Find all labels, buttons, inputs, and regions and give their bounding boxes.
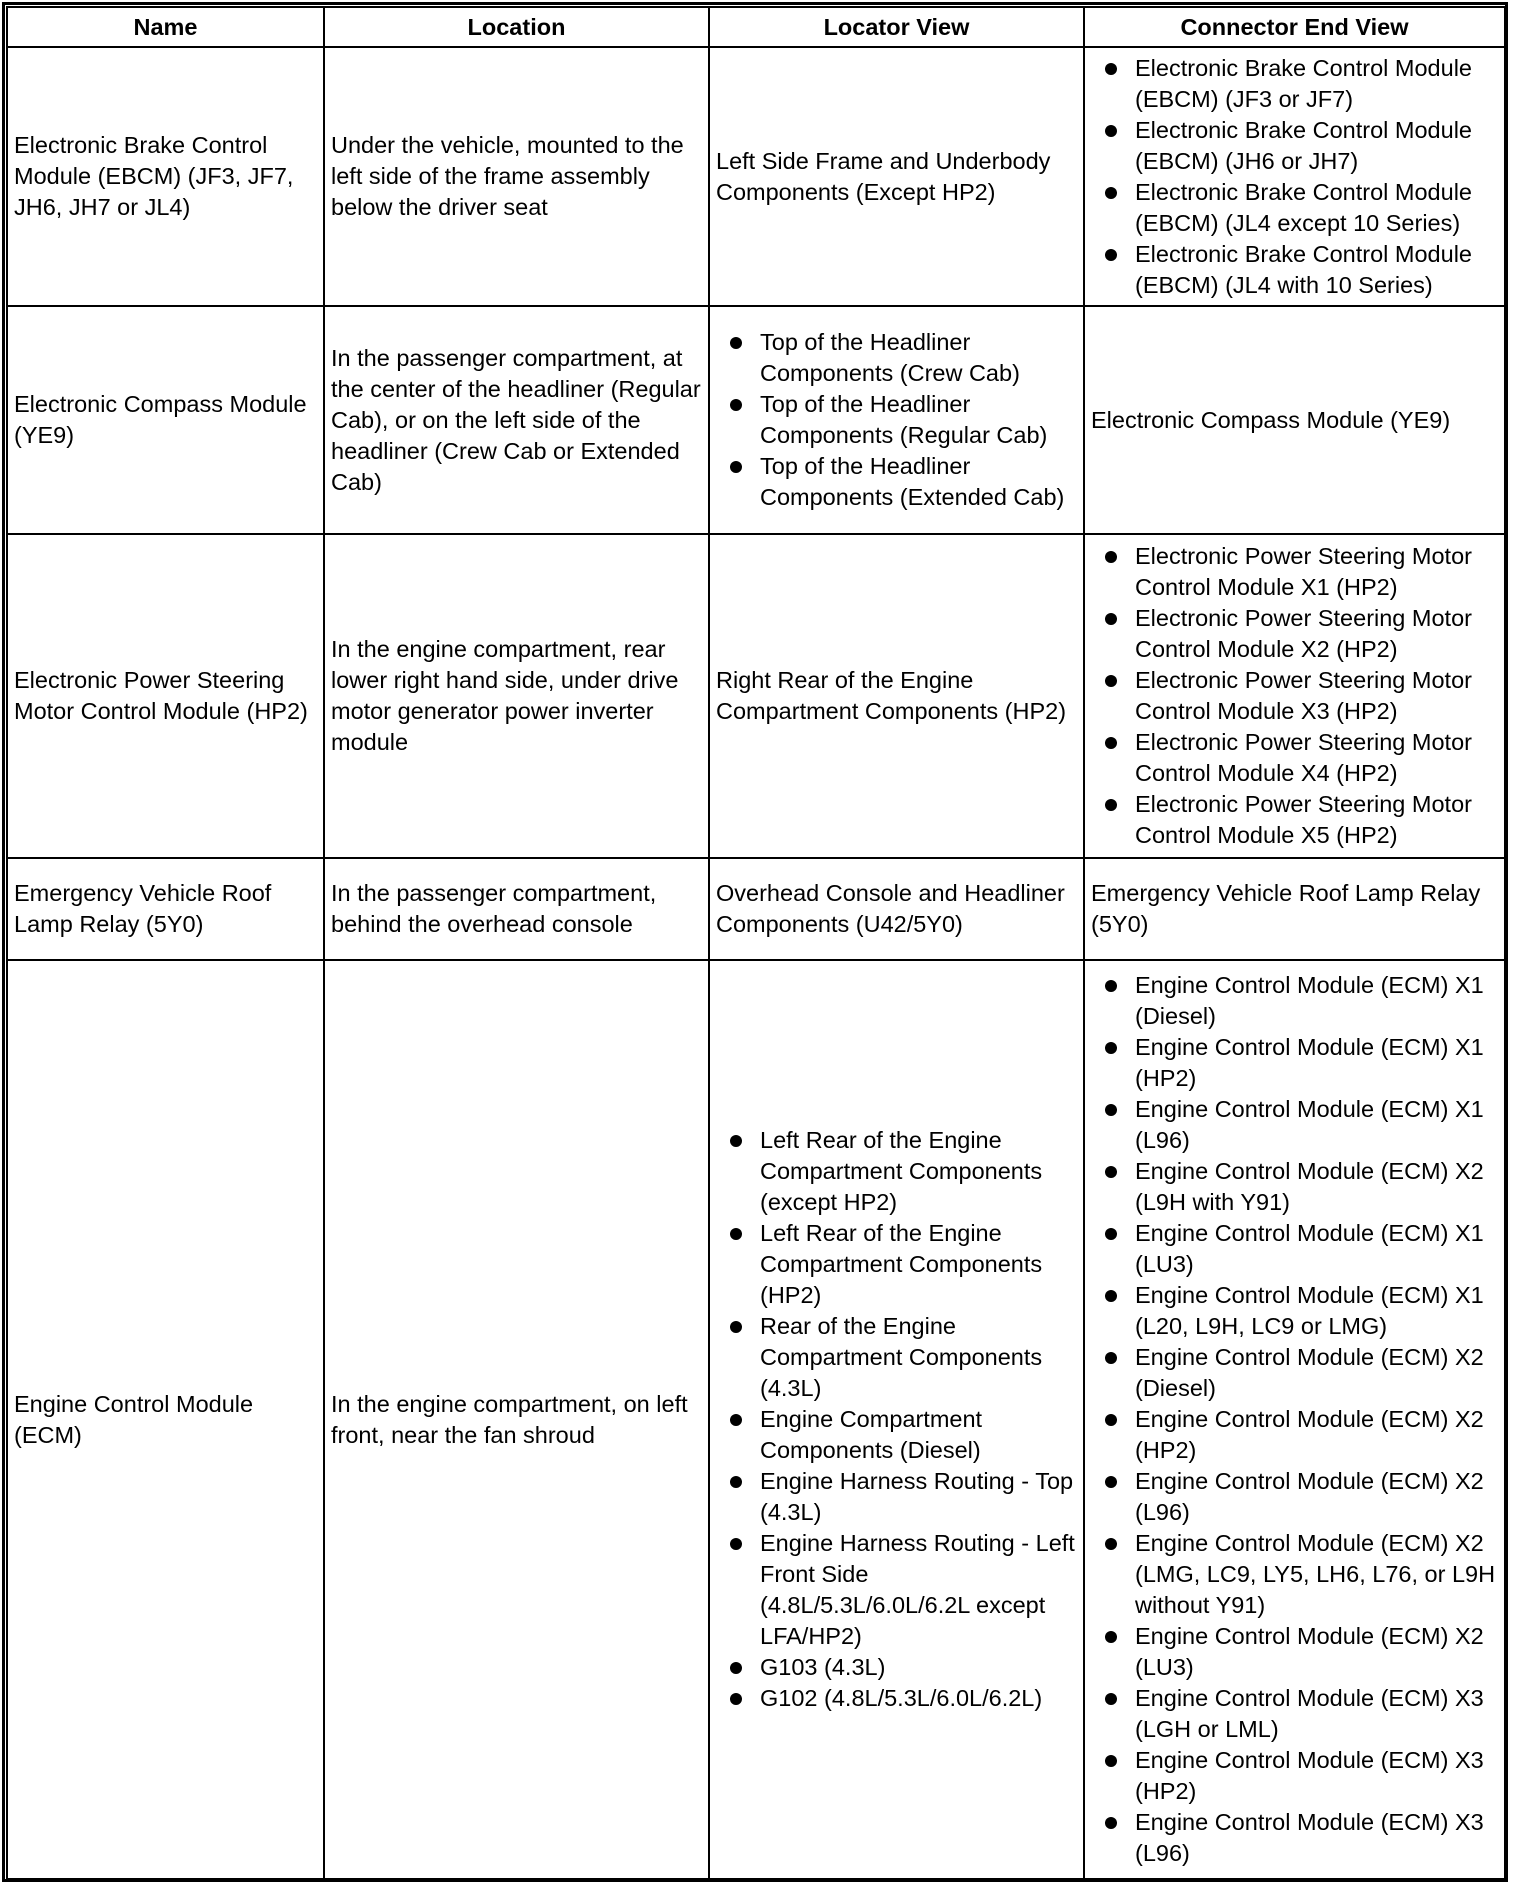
table-row — [7, 858, 1505, 960]
cell-name: Electronic Power Steering Motor Control Module (HP2) — [7, 534, 324, 858]
connector-item[interactable]: Engine Control Module (ECM) X2 (Diesel) — [1091, 1342, 1500, 1404]
locator-item[interactable]: Top of the Headliner Components (Regular Cab) — [716, 389, 1077, 451]
cell-location: In the passenger compartment, behind the overhead console — [324, 858, 709, 960]
cell-name: Electronic Brake Control Module (EBCM) (JF3, JF7, JH6, JH7 or JL4) — [7, 47, 324, 306]
cell-locator-view — [709, 858, 1084, 960]
cell-name: Engine Control Module (ECM) — [7, 960, 324, 1879]
cell-locator-view — [709, 47, 1084, 306]
connector-item[interactable]: Engine Control Module (ECM) X2 (L9H with Y91) — [1091, 1156, 1500, 1218]
cell-locator-view — [709, 534, 1084, 858]
connector-item[interactable]: Electronic Power Steering Motor Control Module X1 (HP2) — [1091, 541, 1500, 603]
header-row — [7, 7, 1505, 47]
cell-connector-end-view — [1084, 960, 1505, 1879]
connector-item[interactable]: Electronic Power Steering Motor Control Module X2 (HP2) — [1091, 603, 1500, 665]
table-row — [7, 960, 1505, 1879]
header-connector-end-view: Connector End View — [1084, 7, 1505, 47]
connector-item[interactable]: Engine Control Module (ECM) X1 (Diesel) — [1091, 970, 1500, 1032]
locator-item[interactable]: Left Rear of the Engine Compartment Components (except HP2) — [716, 1125, 1077, 1218]
locator-link[interactable]: Overhead Console and Headliner Components (U42/5Y0) — [716, 880, 1065, 937]
cell-connector-end-view — [1084, 534, 1505, 858]
cell-connector-end-view — [1084, 47, 1505, 306]
connector-item[interactable]: Electronic Brake Control Module (EBCM) (JF3 or JF7) — [1091, 53, 1500, 115]
cell-locator-view — [709, 306, 1084, 534]
connector-item[interactable]: Engine Control Module (ECM) X3 (L96) — [1091, 1807, 1500, 1869]
locator-list — [716, 327, 1077, 513]
connector-item[interactable]: Engine Control Module (ECM) X2 (LMG, LC9, LY5, LH6, L76, or L9H without Y91) — [1091, 1528, 1500, 1621]
connector-link[interactable]: Emergency Vehicle Roof Lamp Relay (5Y0) — [1091, 880, 1481, 937]
connector-item[interactable]: Engine Control Module (ECM) X2 (LU3) — [1091, 1621, 1500, 1683]
header-name: Name — [7, 7, 324, 47]
locator-item[interactable]: Top of the Headliner Components (Crew Cab) — [716, 327, 1077, 389]
cell-location: In the engine compartment, rear lower right hand side, under drive motor generator power inverter module — [324, 534, 709, 858]
locator-item[interactable]: Left Rear of the Engine Compartment Components (HP2) — [716, 1218, 1077, 1311]
connector-list — [1091, 541, 1500, 851]
locator-item[interactable]: G103 (4.3L) — [716, 1652, 1077, 1683]
connector-item[interactable]: Engine Control Module (ECM) X3 (HP2) — [1091, 1745, 1500, 1807]
connector-item[interactable]: Engine Control Module (ECM) X1 (L96) — [1091, 1094, 1500, 1156]
connector-link[interactable]: Electronic Compass Module (YE9) — [1091, 406, 1451, 433]
connector-list — [1091, 970, 1500, 1869]
connector-item[interactable]: Engine Control Module (ECM) X1 (L20, L9H, LC9 or LMG) — [1091, 1280, 1500, 1342]
connector-item[interactable]: Electronic Power Steering Motor Control Module X4 (HP2) — [1091, 727, 1500, 789]
locator-item[interactable]: Engine Harness Routing - Left Front Side (4.8L/5.3L/6.0L/6.2L except LFA/HP2) — [716, 1528, 1077, 1652]
cell-locator-view — [709, 960, 1084, 1879]
table-row — [7, 534, 1505, 858]
table-row — [7, 47, 1505, 306]
connector-item[interactable]: Engine Control Module (ECM) X3 (LGH or LML) — [1091, 1683, 1500, 1745]
cell-name: Electronic Compass Module (YE9) — [7, 306, 324, 534]
header-locator-view: Locator View — [709, 7, 1084, 47]
locator-item[interactable]: Engine Harness Routing - Top (4.3L) — [716, 1466, 1077, 1528]
cell-connector-end-view — [1084, 306, 1505, 534]
locator-item[interactable]: Rear of the Engine Compartment Components (4.3L) — [716, 1311, 1077, 1404]
cell-location: In the passenger compartment, at the center of the headliner (Regular Cab), or on the left side of the headliner (Crew Cab or Extended Cab) — [324, 306, 709, 534]
locator-link[interactable]: Left Side Frame and Underbody Components (Except HP2) — [716, 147, 1051, 205]
connector-item[interactable]: Engine Control Module (ECM) X1 (LU3) — [1091, 1218, 1500, 1280]
connector-item[interactable]: Electronic Power Steering Motor Control Module X3 (HP2) — [1091, 665, 1500, 727]
connector-list — [1091, 53, 1500, 301]
connector-item[interactable]: Electronic Brake Control Module (EBCM) (JL4 with 10 Series) — [1091, 239, 1500, 301]
connector-item[interactable]: Engine Control Module (ECM) X2 (L96) — [1091, 1466, 1500, 1528]
cell-name: Emergency Vehicle Roof Lamp Relay (5Y0) — [7, 858, 324, 960]
connector-item[interactable]: Engine Control Module (ECM) X1 (HP2) — [1091, 1032, 1500, 1094]
locator-link[interactable]: Right Rear of the Engine Compartment Components (HP2) — [716, 667, 1067, 724]
header-location: Location — [324, 7, 709, 47]
table-row — [7, 306, 1505, 534]
connector-item[interactable]: Electronic Brake Control Module (EBCM) (JL4 except 10 Series) — [1091, 177, 1500, 239]
connector-item[interactable]: Electronic Power Steering Motor Control Module X5 (HP2) — [1091, 789, 1500, 851]
locator-item[interactable]: Top of the Headliner Components (Extended Cab) — [716, 451, 1077, 513]
connector-item[interactable]: Electronic Brake Control Module (EBCM) (JH6 or JH7) — [1091, 115, 1500, 177]
locator-item[interactable]: G102 (4.8L/5.3L/6.0L/6.2L) — [716, 1683, 1077, 1714]
connector-item[interactable]: Engine Control Module (ECM) X2 (HP2) — [1091, 1404, 1500, 1466]
component-locator-table — [6, 6, 1506, 1880]
cell-location: In the engine compartment, on left front, near the fan shroud — [324, 960, 709, 1879]
locator-item[interactable]: Engine Compartment Components (Diesel) — [716, 1404, 1077, 1466]
cell-location: Under the vehicle, mounted to the left side of the frame assembly below the driver seat — [324, 47, 709, 306]
cell-connector-end-view — [1084, 858, 1505, 960]
locator-list — [716, 1125, 1077, 1714]
